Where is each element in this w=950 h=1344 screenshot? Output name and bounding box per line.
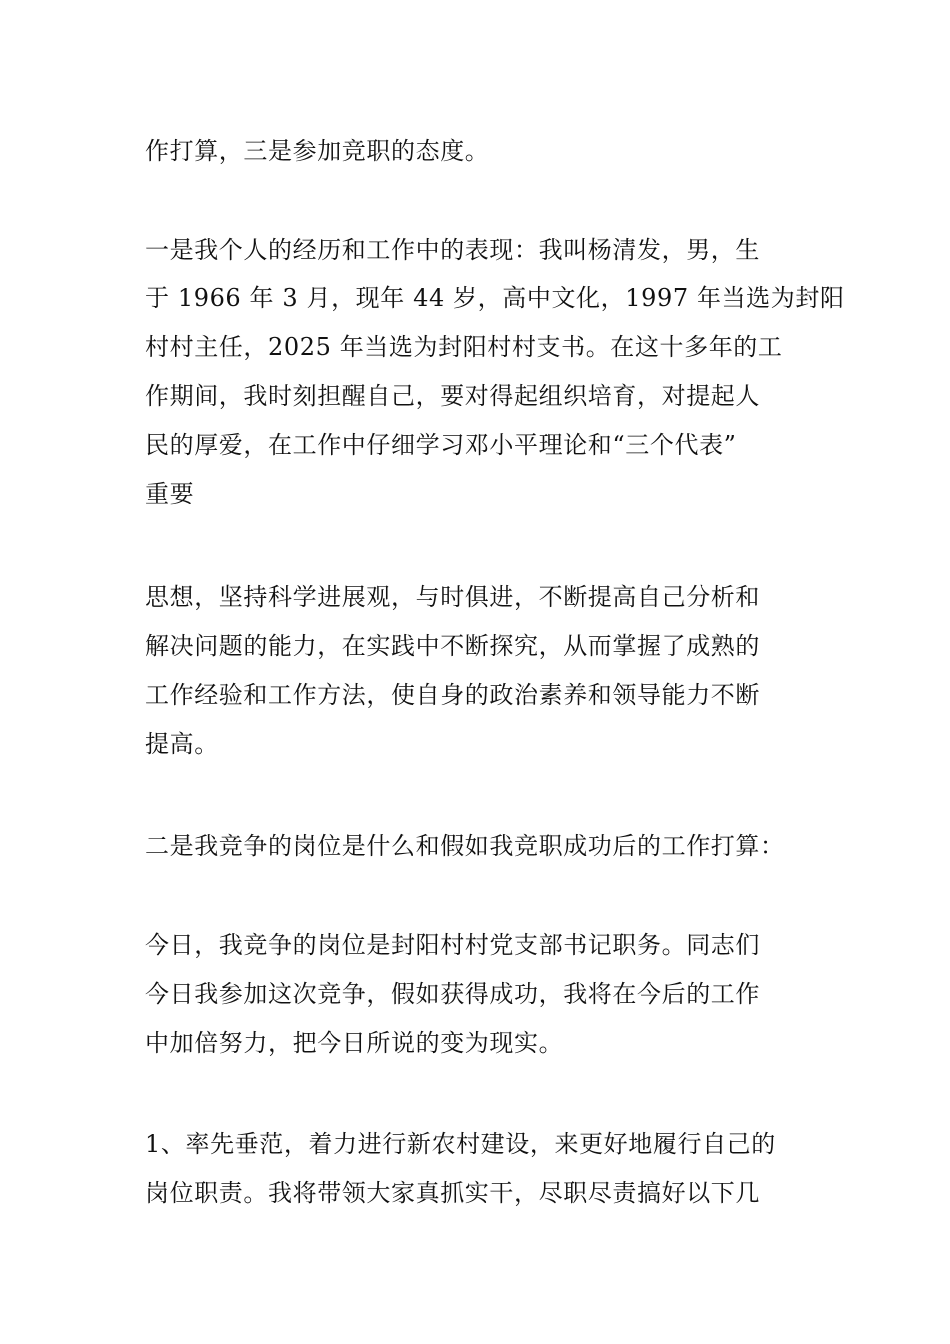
text-line: 思想，坚持科学进展观，与时俱进，不断提高自己分析和 xyxy=(145,583,760,611)
text-line: 村村主任，2025 年当选为封阳村村支书。在这十多年的工 xyxy=(145,333,783,361)
text-line: 重要 xyxy=(145,480,195,508)
text-line: 今日，我竞争的岗位是封阳村村党支部书记职务。同志们 xyxy=(145,931,760,959)
text-line: 今日我参加这次竞争，假如获得成功，我将在今后的工作 xyxy=(145,980,760,1008)
text-line: 1、率先垂范，着力进行新农村建设，来更好地履行自己的 xyxy=(145,1130,776,1158)
text-line: 解决问题的能力，在实践中不断探究，从而掌握了成熟的 xyxy=(145,632,760,660)
text-line: 于 1966 年 3 月，现年 44 岁，高中文化，1997 年当选为封阳 xyxy=(145,284,845,312)
text-line: 民的厚爱，在工作中仔细学习邓小平理论和“三个代表” xyxy=(145,431,737,459)
text-line: 工作经验和工作方法，使自身的政治素养和领导能力不断 xyxy=(145,681,760,709)
text-line: 提高。 xyxy=(145,730,219,758)
text-line: 一是我个人的经历和工作中的表现：我叫杨清发，男，生 xyxy=(145,236,760,264)
text-line: 二是我竞争的岗位是什么和假如我竞职成功后的工作打算： xyxy=(145,832,785,860)
text-line: 作打算，三是参加竞职的态度。 xyxy=(145,137,490,165)
text-line: 中加倍努力，把今日所说的变为现实。 xyxy=(145,1029,564,1057)
text-line: 作期间，我时刻担醒自己，要对得起组织培育，对提起人 xyxy=(145,382,760,410)
text-line: 岗位职责。我将带领大家真抓实干，尽职尽责搞好以下几 xyxy=(145,1179,760,1207)
